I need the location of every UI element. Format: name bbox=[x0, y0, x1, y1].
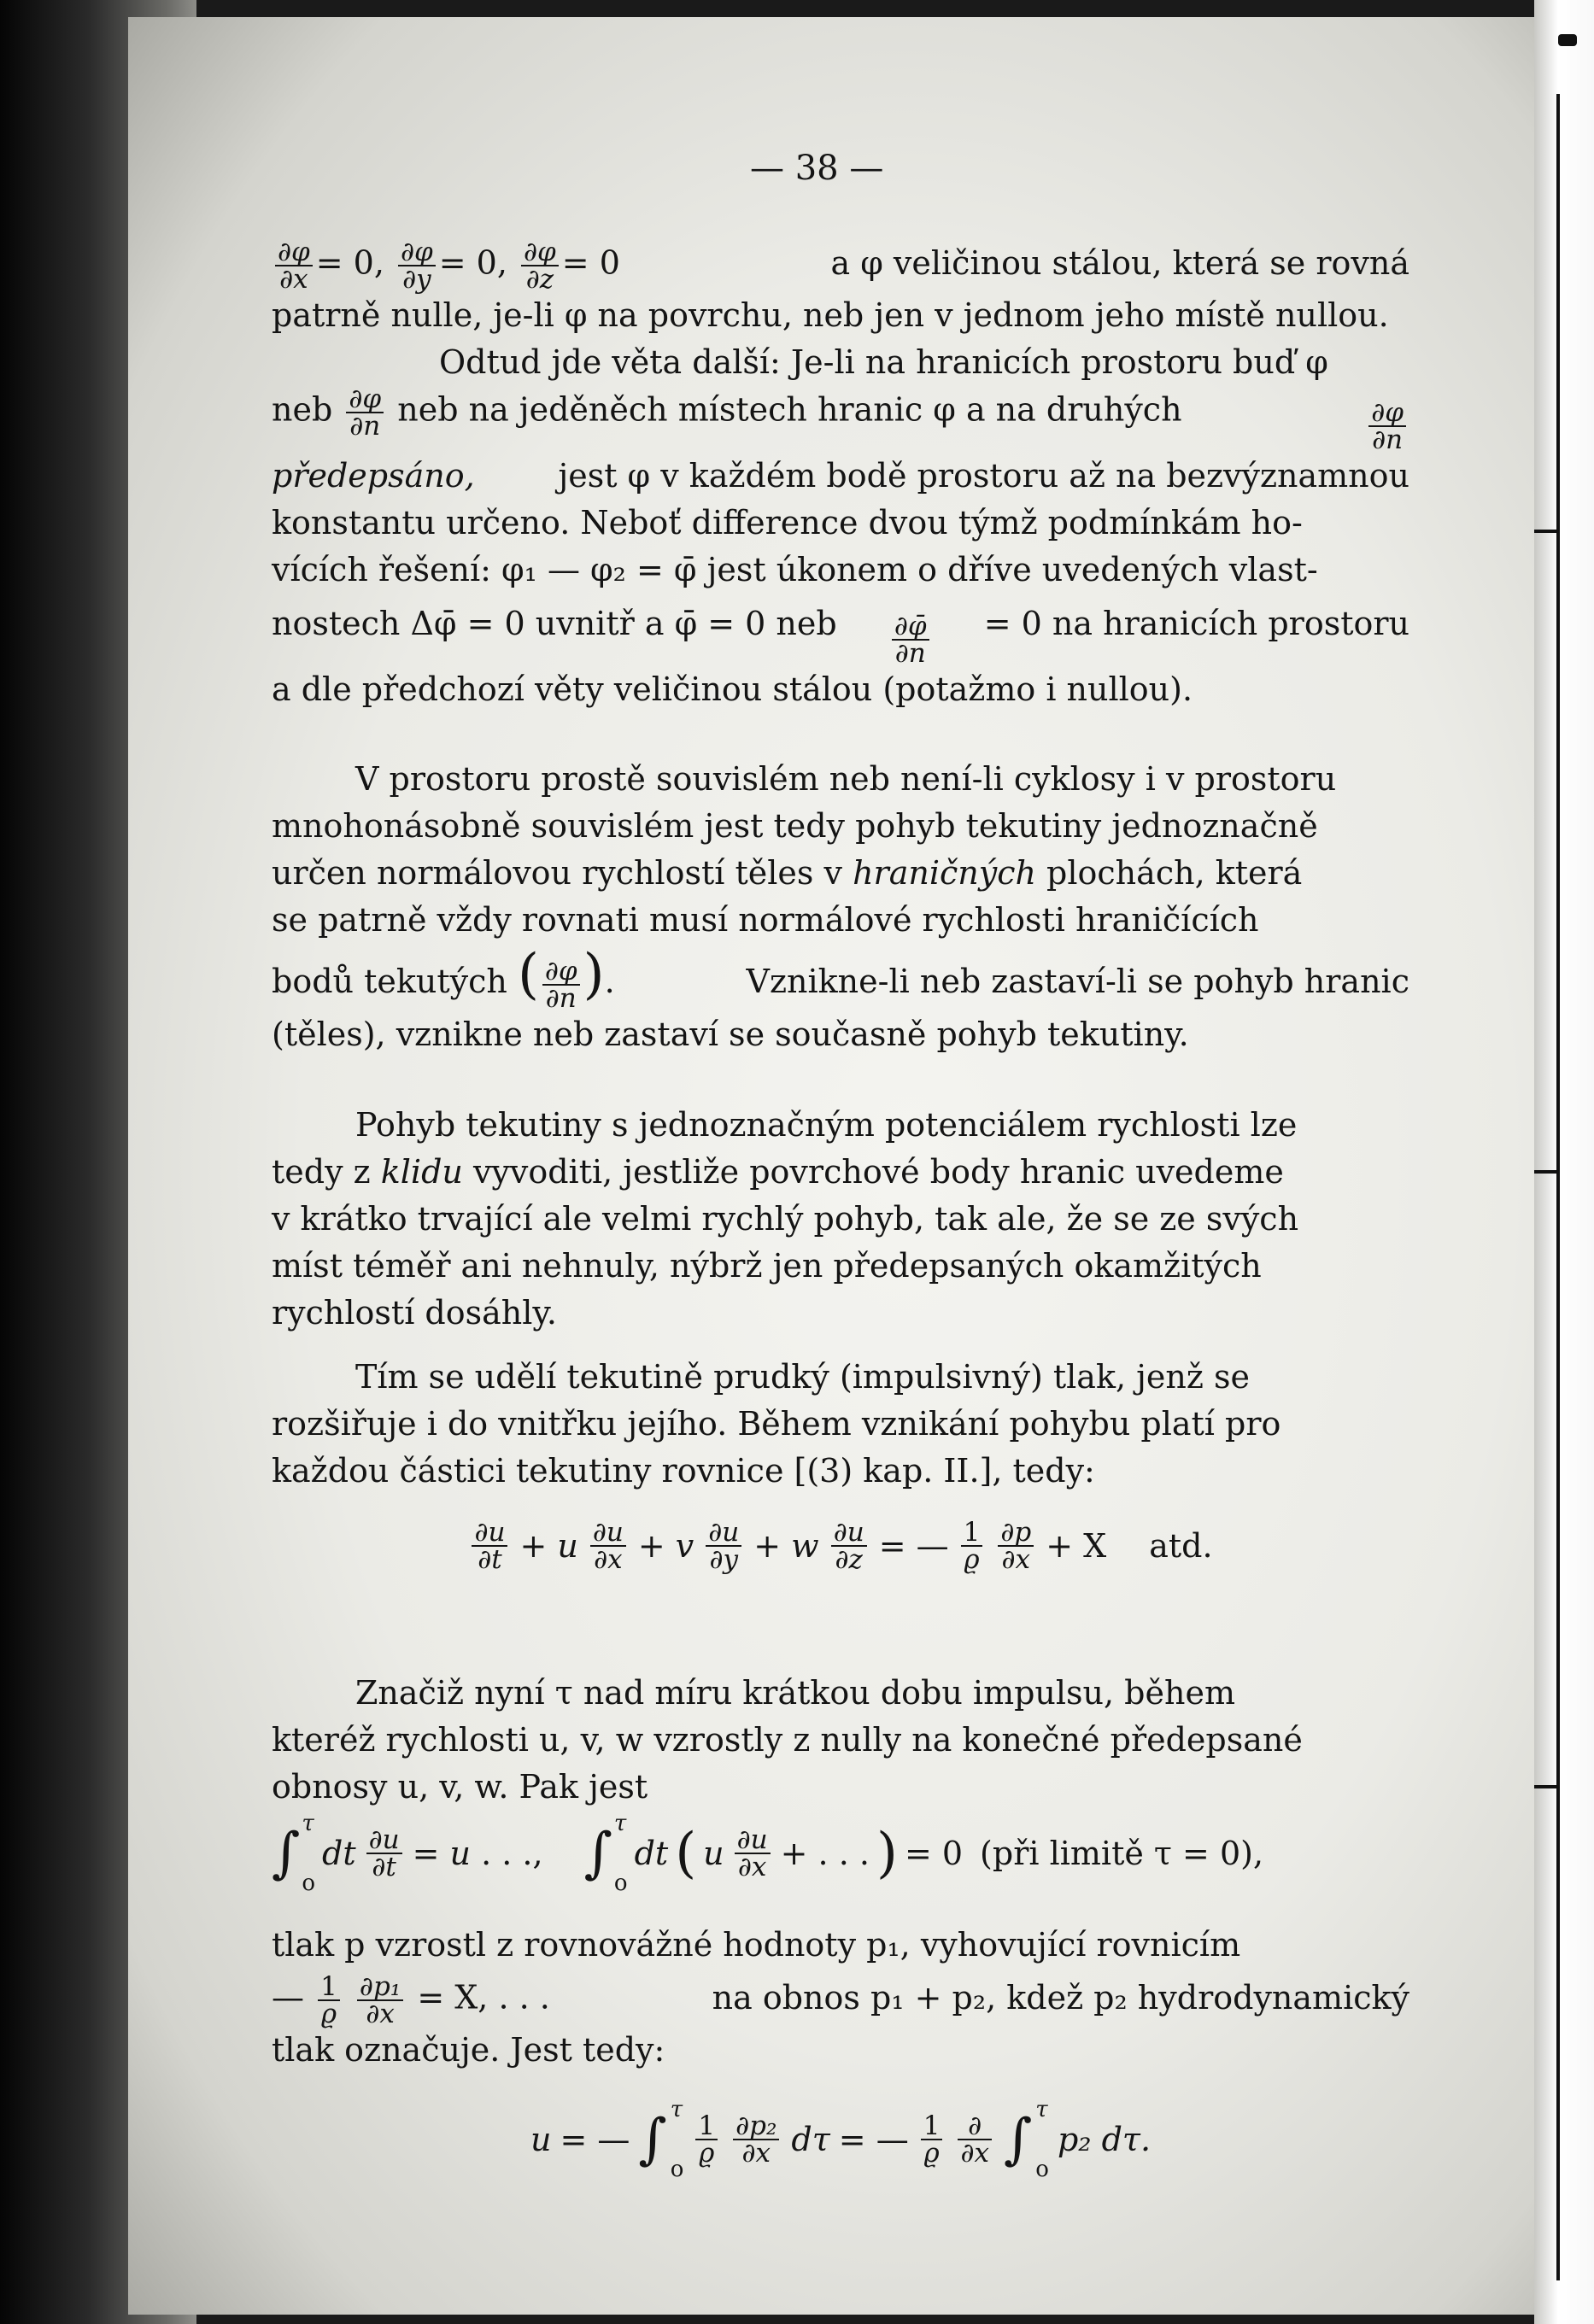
text-line bbox=[272, 453, 1409, 500]
text-line bbox=[272, 1290, 1409, 1337]
text-line bbox=[272, 383, 1409, 455]
text-line bbox=[272, 292, 1409, 339]
text-line-content: Tím se udělí tekutině prudký (impulsivný) tlak, jenž se bbox=[355, 1358, 1250, 1396]
text-line bbox=[272, 2027, 1409, 2074]
text-line-content: bodů tekutých bbox=[272, 963, 507, 1000]
equation-note: (při limitě τ = 0), bbox=[980, 1834, 1264, 1872]
text-line-content: kteréž rychlosti u, v, w vzrostly z nully na konečné předepsané bbox=[272, 1721, 1303, 1759]
text-line: bodů tekutých ( $\frac{\partial\varphi}{\partial n}$ ). Vznikne-li neb zastaví-li se pohyb hranic bbox=[272, 943, 1409, 1014]
text-line-content: Pohyb tekutiny s jednoznačným potenciálem rychlosti lze bbox=[355, 1106, 1298, 1144]
text-line bbox=[272, 803, 1409, 850]
rule-tick bbox=[1534, 1785, 1560, 1788]
text-line-content: neb na jeděněch místech hranic φ a na druhých bbox=[397, 390, 1182, 429]
text-line-content: míst téměř ani nehnuly, nýbrž jen předepsaných okamžitých bbox=[272, 1247, 1262, 1285]
text-line bbox=[272, 1401, 1409, 1448]
text-line-content: (těles), vznikne neb zastaví se současně pohyb tekutiny. bbox=[272, 1015, 1189, 1053]
text-line-content: = X, . . . bbox=[417, 1978, 550, 2017]
text-line bbox=[272, 237, 1409, 295]
equation-impulse: u = — ∫ τ o $\frac{1}{ϱ}$ $\frac{\text{∂p₂}}{\partial x}$ dτ = — $\frac{1}{ϱ}$ $\frac{\partial}{\partial x}$ ∫ τ o p₂ dτ. bbox=[530, 2097, 1152, 2182]
equation-euler: $\frac{\partial u}{\partial t}$ + u $\frac{\partial u}{\partial x}$ + v $\frac{\partial u}{\partial y}$ + w $\frac{\partial u}{\partial z}$ = — $\frac{1}{ϱ}$ $\frac{\partial p}{\partial x}$ + X atd. bbox=[272, 1503, 1409, 1589]
text-line-content: mnohonásobně souvislém jest tedy pohyb tekutiny jednoznačně bbox=[272, 807, 1318, 845]
text-line-content: neb bbox=[272, 390, 333, 429]
text-line-content: rozšiřuje i do vnitřku jejího. Během vznikání pohybu platí pro bbox=[272, 1405, 1281, 1443]
paragraph-5 bbox=[272, 1670, 1409, 1811]
text-line bbox=[272, 1243, 1409, 1290]
paragraph-3 bbox=[272, 1102, 1409, 1337]
text-line-content: v krátko trvající ale velmi rychlý pohyb, tak ale, že se ze svých bbox=[272, 1200, 1299, 1238]
text-line-content: Odtud jde věta další: Je-li na hranicích prostoru buď φ bbox=[439, 343, 1328, 381]
rule-tick bbox=[1534, 530, 1560, 533]
formula-derivatives-zero: $\frac{\partial\varphi}{\partial x}$ = 0, $\frac{\partial\varphi}{\partial y}$ = 0, $\frac{\partial\varphi}{\partial z}$ = 0 bbox=[272, 239, 620, 292]
page-number: — 38 — bbox=[750, 149, 884, 188]
text-line bbox=[272, 897, 1409, 944]
text-line-content: Značiž nyní τ nad míru krátkou dobu impulsu, během bbox=[355, 1674, 1235, 1712]
scan-blot bbox=[1558, 34, 1577, 46]
text-line-content: na obnos p₁ + p₂, kdež p₂ hydrodynamický bbox=[712, 1978, 1409, 2017]
text-line bbox=[272, 600, 1409, 669]
text-line-content: obnosy u, v, w. Pak jest bbox=[272, 1768, 648, 1806]
text-line-content: V prostoru prostě souvislém neb není-li cyklosy i v prostoru bbox=[355, 760, 1337, 798]
text-line-content: každou částici tekutiny rovnice [(3) kap. II.], tedy: bbox=[272, 1452, 1095, 1490]
equation-integrals: ∫ τ o dt $\frac{\partial u}{\partial t}$ = u . . ., ∫ τ o dt ( u $\frac{\partial u}{\partial x}$ + . . . ) = 0 (při limitě τ = 0), bbox=[272, 1811, 1264, 1896]
text-line-content: a φ veličinou stálou, která se rovná bbox=[830, 243, 1409, 282]
text-line-content: se patrně vždy rovnati musí normálové rychlosti hraničících bbox=[272, 901, 1259, 939]
emphasis-text: hraničných bbox=[853, 854, 1036, 892]
text-line bbox=[272, 1764, 1409, 1811]
text-line-content: vících řešení: φ₁ — φ₂ = φ̄ jest úkonem o dříve uvedených vlast- bbox=[272, 550, 1318, 588]
text-line-content: nostech Δφ̄ = 0 uvnitř a φ̄ = 0 neb bbox=[272, 604, 837, 642]
fraction-dphi-dn: $\frac{\partial\varphi}{\partial n}$ bbox=[542, 958, 580, 1011]
text-line-content: tlak p vzrostl z rovnovážné hodnoty p₁, vyhovující rovnicím bbox=[272, 1926, 1241, 1964]
text-line bbox=[272, 1448, 1409, 1495]
text-line: — $\frac{1}{ϱ}$ $\frac{\text{∂p₁}}{\partial x}$ = X, . . . na obnos p₁ + p₂, kdež p₂ hydrodynamický bbox=[272, 1971, 1409, 2029]
text-line bbox=[272, 547, 1409, 594]
text-line bbox=[272, 1011, 1409, 1058]
equation-tail: atd. bbox=[1149, 1526, 1213, 1565]
text-line bbox=[272, 339, 1409, 386]
text-line bbox=[272, 756, 1409, 803]
paragraph-4 bbox=[272, 1354, 1409, 1495]
text-line bbox=[272, 500, 1409, 547]
text-line-content: = 0 na hranicích prostoru bbox=[983, 604, 1409, 642]
text-line-content: tedy z klidu vyvoditi, jestliže povrchové body hranic uvedeme bbox=[272, 1153, 1284, 1191]
text-line bbox=[272, 666, 1409, 713]
text-line-content: rychlostí dosáhly. bbox=[272, 1294, 557, 1332]
paragraph-6 bbox=[272, 1922, 1409, 2074]
text-line-content: a dle předchozí věty veličinou stálou (potažmo i nullou). bbox=[272, 670, 1193, 708]
rule-tick bbox=[1534, 1170, 1560, 1174]
text-line bbox=[272, 1196, 1409, 1243]
text-line-content: tlak označuje. Jest tedy: bbox=[272, 2031, 665, 2069]
fraction-dphibar-dn: $\frac{\partial\varphī}{\partial n}$ bbox=[892, 613, 929, 666]
binding-rule bbox=[1556, 94, 1560, 2280]
text-line bbox=[272, 850, 1409, 897]
emphasis-text: klidu bbox=[380, 1153, 463, 1191]
text-line bbox=[272, 1354, 1409, 1401]
paragraph-1 bbox=[272, 239, 1409, 713]
text-line bbox=[272, 1102, 1409, 1149]
emphasis-text: předepsáno, bbox=[272, 456, 475, 495]
text-line bbox=[272, 1149, 1409, 1196]
text-line bbox=[272, 1717, 1409, 1764]
equation-term: + X bbox=[1046, 1526, 1107, 1565]
text-line bbox=[272, 1670, 1409, 1717]
text-line-content: Vznikne-li neb zastaví-li se pohyb hranic bbox=[746, 963, 1409, 1000]
text-line-content: určen normálovou rychlostí těles v hraničných plochách, která bbox=[272, 854, 1303, 892]
fraction-dphi-dn: $\frac{\partial\varphi}{\partial n}$ bbox=[1368, 400, 1406, 453]
fraction-dphi-dn: $\frac{\partial\varphi}{\partial n}$ bbox=[346, 386, 384, 439]
text-line-content: jest φ v každém bodě prostoru až na bezvýznamnou bbox=[558, 456, 1409, 495]
scan-edge-right bbox=[1534, 0, 1594, 2324]
text-line-content: patrně nulle, je-li φ na povrchu, neb jen v jednom jeho místě nullou. bbox=[272, 296, 1389, 334]
text-line-content: konstantu určeno. Neboť difference dvou týmž podmínkám ho- bbox=[272, 503, 1303, 541]
paragraph-2 bbox=[272, 756, 1409, 1058]
text-line bbox=[272, 1922, 1409, 1969]
